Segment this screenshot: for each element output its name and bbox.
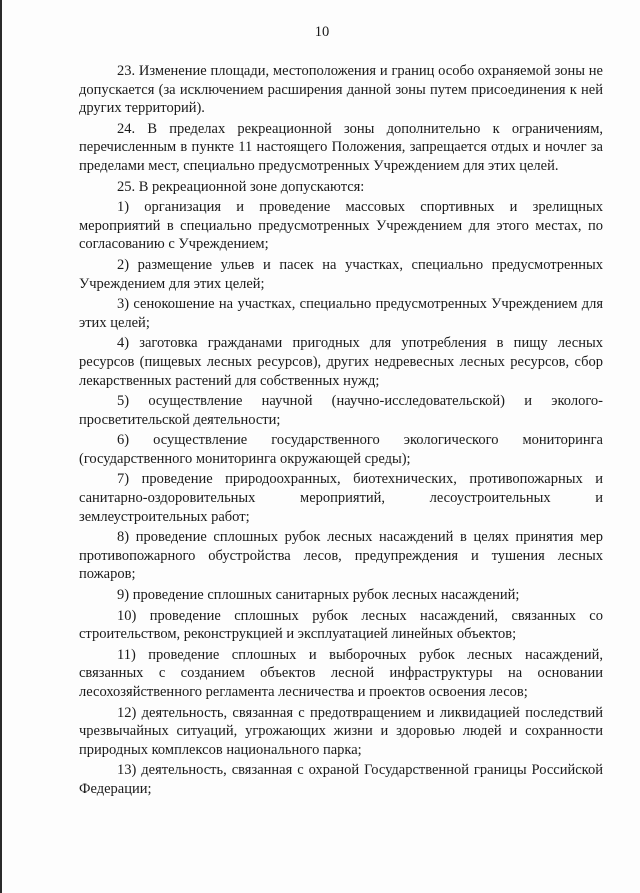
list-item-3: 3) сенокошение на участках, специально предусмотренных Учреждением для этих целей; bbox=[79, 296, 603, 331]
list-item-9: 9) проведение сплошных санитарных рубок лесных насаждений; bbox=[117, 587, 520, 604]
list-item-5: 5) осуществление научной (научно-исследовательской) и эколого-просветительской деятельности; bbox=[79, 393, 603, 428]
list-item-1: 1) организация и проведение массовых спортивных и зрелищных мероприятий в специально предусмотренных Учреждением для этого местах, по согласованию с Учреждением; bbox=[79, 199, 603, 253]
list-item-2: 2) размещение ульев и пасек на участках, специально предусмотренных Учреждением для этих целей; bbox=[79, 256, 603, 292]
list-item-11: 11) проведение сплошных и выборочных рубок лесных насаждений, связанных с созданием объектов лесной инфраструктуры на основании лесохозяйственного регламента лесничества и проектов освоения лесов; bbox=[79, 646, 603, 700]
list-item-8: 8) проведение сплошных рубок лесных насаждений в целях принятия мер противопожарного обустройства лесов, предупреждения и тушения лесных пожаров; bbox=[79, 529, 603, 583]
list-item-10: 10) проведение сплошных рубок лесных насаждений, связанных со строительством, реконструкцией и эксплуатацией линейных объектов; bbox=[79, 607, 603, 643]
paragraph-23: 23. Изменение площади, местоположения и границ особо охраняемой зоны не допускается (за исключением расширения данной зоны путем присоединения к ней других территорий). bbox=[79, 63, 603, 117]
list-item-12: 12) деятельность, связанная с предотвращением и ликвидацией последствий чрезвычайных ситуаций, угрожающих жизни и здоровью людей и сохранности природных комплексов национального парка; bbox=[79, 704, 603, 758]
paragraph-25: 25. В рекреационной зоне допускаются: bbox=[117, 178, 365, 195]
paragraph-24: 24. В пределах рекреационной зоны дополнительно к ограничениям, перечисленным в пункте 11 настоящего Положения, запрещается отдых и ночлег за пределами мест, специально предусмотренных Учреждением для этих целей. bbox=[79, 120, 603, 174]
list-item-13: 13) деятельность, связанная с охраной Государственной границы Российской Федерации; bbox=[79, 762, 603, 797]
list-item-6: 6) осуществление государственного экологического мониторинга (государственного мониторинга окружающей среды); bbox=[79, 432, 603, 467]
document-body bbox=[79, 62, 603, 801]
page-number: 10 bbox=[314, 24, 330, 40]
list-item-4: 4) заготовка гражданами пригодных для употребления в пищу лесных ресурсов (пищевых лесных ресурсов), других недревесных лесных ресурсов, сбор лекарственных растений для собственных нужд; bbox=[79, 335, 603, 389]
list-item-7: 7) проведение природоохранных, биотехнических, противопожарных и санитарно-оздоровительных мероприятий, лесоустроительных и землеустроительных работ; bbox=[79, 471, 603, 525]
